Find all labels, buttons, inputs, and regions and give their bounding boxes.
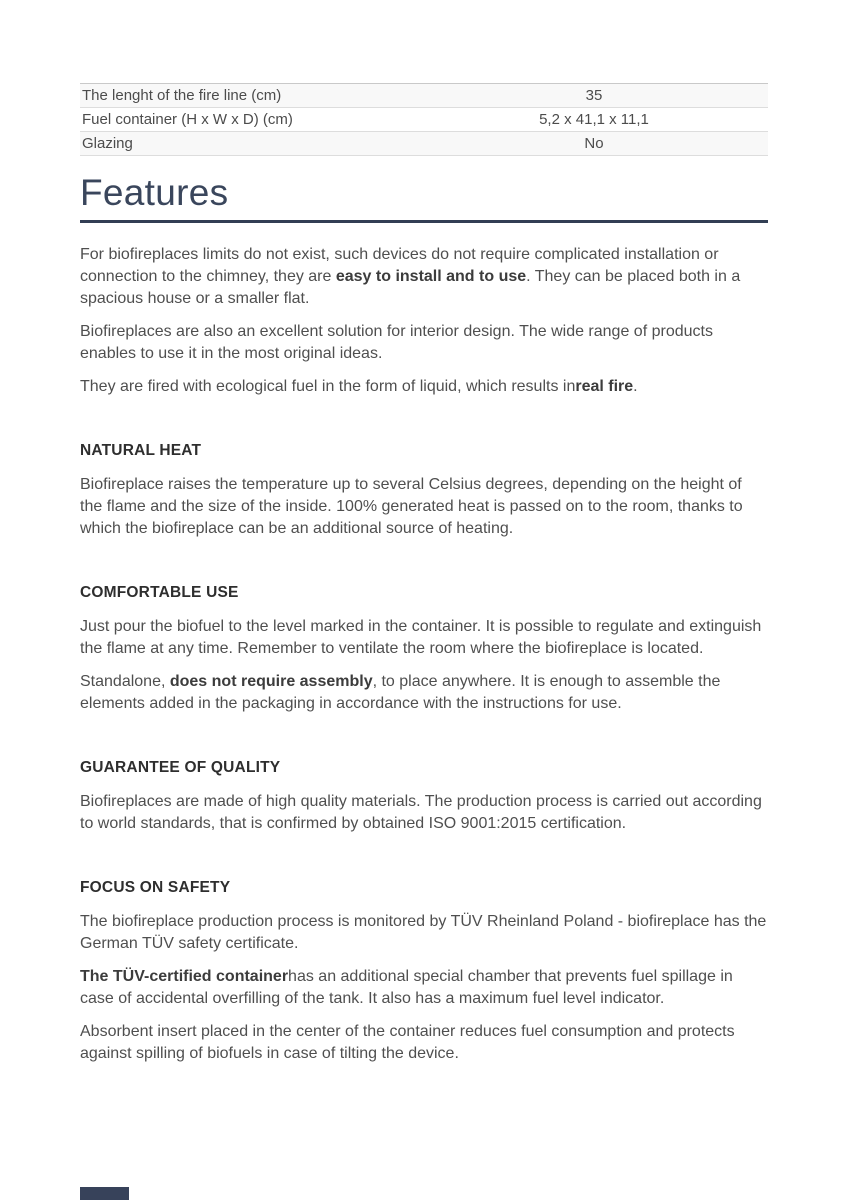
table-row: [80, 132, 768, 156]
feature-section: [80, 584, 768, 715]
text-run: Absorbent insert placed in the center of the container reduces fuel consumption and protects against spilling of biofuels in case of tilting the device.: [80, 1023, 735, 1062]
paragraph: [80, 321, 768, 365]
spec-value: No: [424, 132, 768, 156]
text-run: Biofireplace raises the temperature up to several Celsius degrees, depending on the height of the flame and the size of the inside. 100% generated heat is passed on to the room, thanks to which the biofireplace can be an additional source of heating.: [80, 476, 743, 537]
text-run: Standalone,: [80, 673, 170, 690]
bold-text-run: easy to install and to use: [335, 268, 527, 285]
text-run: .: [633, 378, 638, 395]
paragraph: [80, 376, 768, 398]
section-heading: COMFORTABLE USE: [80, 584, 239, 601]
table-row: [80, 108, 768, 132]
section-heading: GUARANTEE OF QUALITY: [80, 759, 281, 776]
paragraph: [80, 244, 768, 310]
text-run: Biofireplaces are made of high quality materials. The production process is carried out according to world standards, that is confirmed by obtained ISO 9001:2015 certification.: [80, 793, 762, 832]
paragraph: [80, 474, 768, 540]
paragraph: [80, 791, 768, 835]
text-run: Biofireplaces are also an excellent solution for interior design. The wide range of products enables to use it in the most original ideas.: [80, 323, 713, 362]
spec-table: [80, 83, 768, 156]
section-heading: FOCUS ON SAFETY: [80, 879, 231, 896]
spec-value: 5,2 x 41,1 x 11,1: [424, 108, 768, 132]
spec-table-body: [80, 84, 768, 156]
features-heading: Features: [80, 172, 229, 213]
feature-section: [80, 879, 768, 1065]
feature-sections: [80, 442, 768, 1065]
bold-text-run: The TÜV-certified container: [80, 968, 289, 985]
paragraph: [80, 966, 768, 1010]
bold-text-run: real fire: [575, 378, 634, 395]
paragraph: [80, 1021, 768, 1065]
text-run: has an additional special chamber that prevents fuel spillage in case of accidental overfilling of the tank. It also has a maximum fuel level indicator.: [80, 968, 733, 1007]
heading-underline: [80, 220, 768, 223]
spec-value: 35: [424, 84, 768, 108]
text-run: Just pour the biofuel to the level marked in the container. It is possible to regulate and extinguish the flame at any time. Remember to ventilate the room where the biofireplace is located.: [80, 618, 762, 657]
text-run: The biofireplace production process is monitored by TÜV Rheinland Poland - biofireplace has the German TÜV safety certificate.: [80, 913, 767, 952]
text-run: For biofireplaces limits do not exist, such devices do not require complicated installation or connection to the chimney, they are: [80, 246, 719, 285]
intro-paragraphs: [80, 244, 768, 398]
bottom-partial-element: [80, 1187, 129, 1200]
text-run: They are fired with ecological fuel in the form of liquid, which results in: [80, 378, 576, 395]
paragraph: [80, 616, 768, 660]
paragraph: [80, 911, 768, 955]
text-run: , to place anywhere. It is enough to assemble the elements added in the packaging in accordance with the instructions for use.: [80, 673, 721, 712]
table-row: [80, 84, 768, 108]
text-run: . They can be placed both in a spacious house or a smaller flat.: [80, 268, 741, 307]
paragraph: [80, 671, 768, 715]
spec-label: Fuel container (H x W x D) (cm): [80, 108, 424, 132]
feature-section: [80, 442, 768, 540]
page-content: [80, 83, 768, 1076]
bold-text-run: does not require assembly: [169, 673, 373, 690]
spec-label: The lenght of the fire line (cm): [80, 84, 424, 108]
spec-label: Glazing: [80, 132, 424, 156]
section-heading: NATURAL HEAT: [80, 442, 202, 459]
feature-section: [80, 759, 768, 835]
